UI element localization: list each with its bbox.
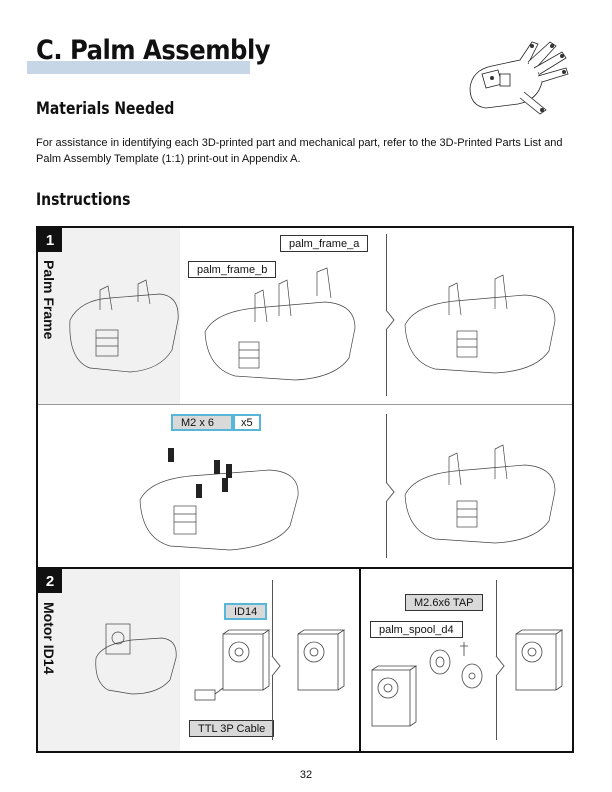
callout-motor-id14: ID14 xyxy=(224,603,267,620)
callout-m26x6-tap: M2.6x6 TAP xyxy=(405,594,483,611)
callout-screw-m2x6: M2 x 6 xyxy=(171,414,233,431)
page-title: C. Palm Assembly xyxy=(36,35,271,66)
motor-and-cable-illustration xyxy=(195,630,275,720)
palm-screwed-result-illustration xyxy=(405,445,565,555)
step-2-label: Motor ID14 xyxy=(41,602,57,675)
step-1-number: 1 xyxy=(38,228,62,252)
callout-palm-frame-b: palm_frame_b xyxy=(188,261,276,278)
chevron-right-icon xyxy=(272,656,282,676)
palm-frame-result-illustration xyxy=(405,275,565,385)
page-number: 32 xyxy=(299,769,313,781)
callout-ttl-3p-cable: TTL 3P Cable xyxy=(189,720,274,737)
materials-description: For assistance in identifying each 3D-printed part and mechanical part, refer to the 3D-Printed Parts List and Palm Assembly Template (1:1) print-out in Appendix A. xyxy=(36,137,563,165)
motor-with-spool-result-illustration xyxy=(508,628,568,708)
palm-frame-overview-illustration xyxy=(60,280,190,390)
callout-palm-spool-d4: palm_spool_d4 xyxy=(370,621,463,638)
motor-with-cable-result-illustration xyxy=(288,630,348,710)
step-1-label: Palm Frame xyxy=(41,260,57,340)
motor-mounted-overview-illustration xyxy=(92,618,182,698)
palm-screws-illustration xyxy=(130,440,330,560)
chevron-right-icon xyxy=(386,310,396,330)
step-1-divider xyxy=(38,404,572,405)
palm-frame-exploded-illustration xyxy=(205,272,365,382)
chevron-right-icon xyxy=(496,656,506,676)
step-2-substep-divider xyxy=(359,569,361,751)
robotic-hand-illustration xyxy=(462,30,592,110)
callout-palm-frame-a: palm_frame_a xyxy=(280,235,368,252)
chevron-right-icon xyxy=(386,482,396,502)
callout-screw-quantity: x5 xyxy=(233,414,261,431)
materials-heading: Materials Needed xyxy=(36,99,175,119)
step-2-number: 2 xyxy=(38,569,62,593)
motor-spool-exploded-illustration xyxy=(368,640,498,740)
instructions-heading: Instructions xyxy=(36,190,131,210)
